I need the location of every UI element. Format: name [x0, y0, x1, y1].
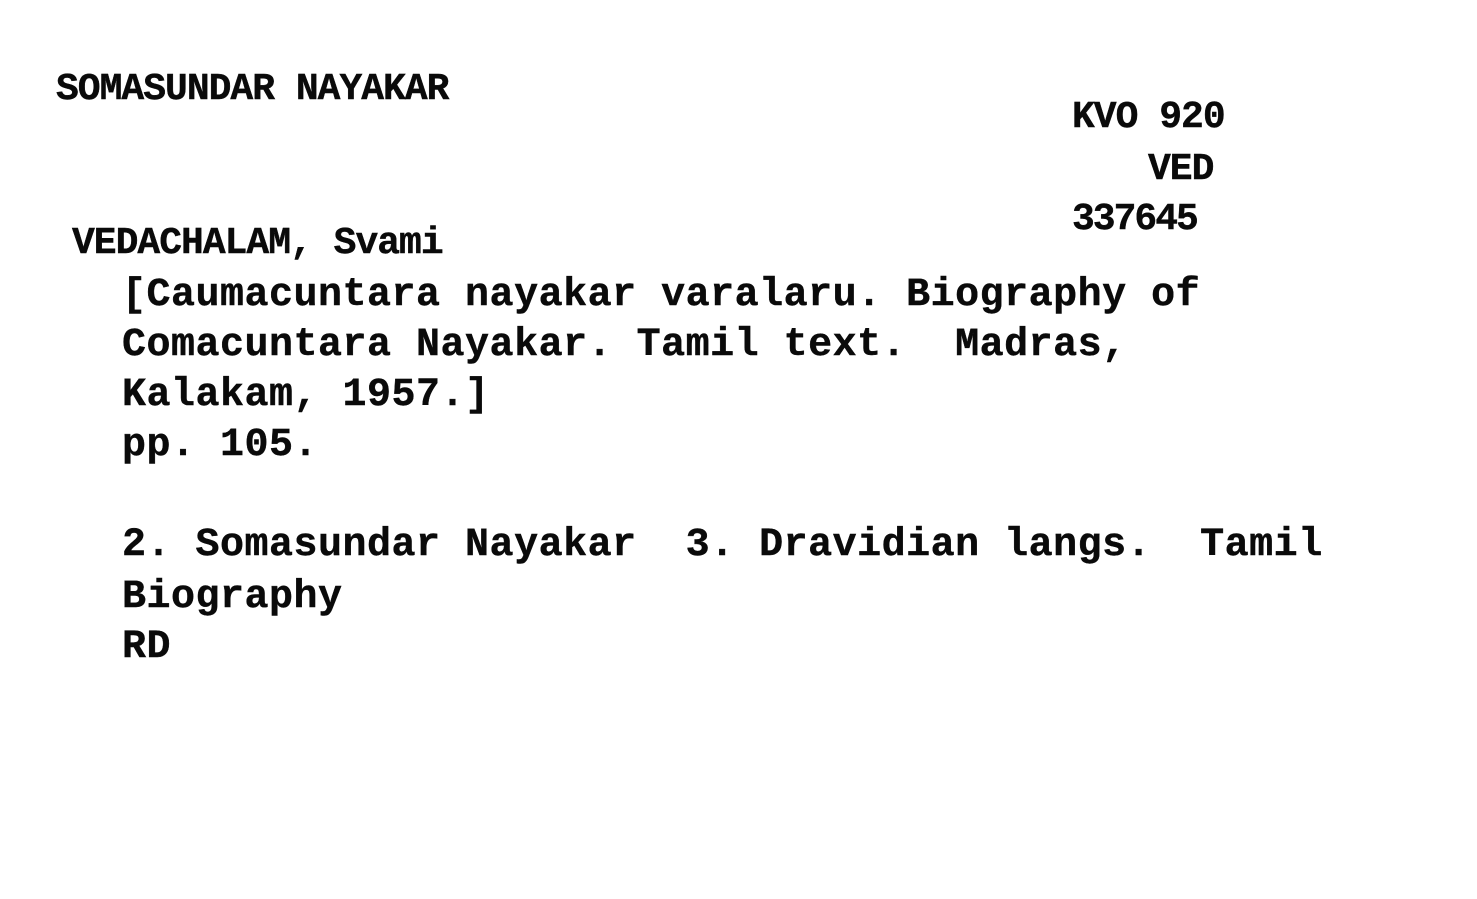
tracings-line-1: 2. Somasundar Nayakar 3. Dravidian langs. Tamil	[122, 523, 1323, 568]
imprint-line: Kalakam, 1957.]	[122, 373, 490, 418]
title-line-1: [Caumacuntara nayakar varalaru. Biography of	[122, 273, 1201, 318]
cataloger-initials: RD	[122, 625, 172, 670]
card-heading: SOMASUNDAR NAYAKAR	[56, 68, 449, 111]
call-number-class: KVO 920	[1072, 96, 1225, 139]
author-entry: VEDACHALAM, Svami	[72, 222, 443, 265]
title-line-2: Comacuntara Nayakar. Tamil text. Madras,	[122, 323, 1127, 368]
call-number-cutter: VED	[1148, 148, 1214, 191]
collation-line: pp. 105.	[122, 423, 319, 468]
accession-number: 337645	[1072, 198, 1197, 241]
tracings-line-2: Biography	[122, 575, 343, 620]
